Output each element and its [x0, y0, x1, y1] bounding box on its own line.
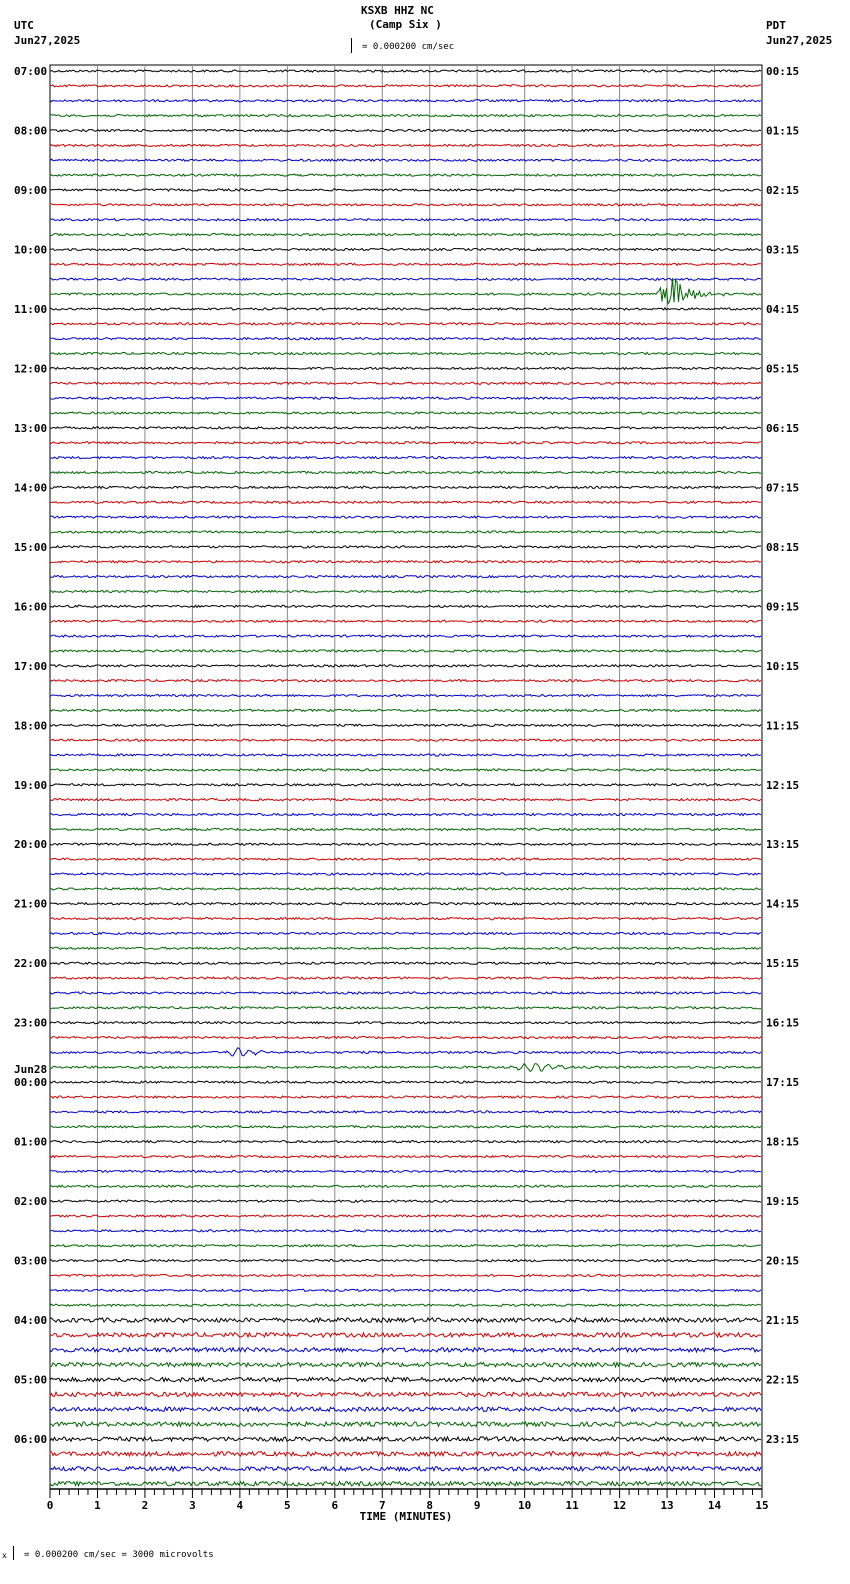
left-timezone: UTC — [14, 19, 34, 32]
pdt-hour-label: 16:15 — [766, 1016, 800, 1030]
utc-hour-label: 13:00 — [14, 421, 48, 435]
x-tick-label: 6 — [331, 1499, 339, 1512]
trace-line — [50, 1407, 761, 1411]
trace-line — [50, 427, 761, 429]
footer-scale-text: = 0.000200 cm/sec = 3000 microvolts — [24, 1550, 214, 1560]
trace-line — [50, 620, 761, 622]
trace-line — [50, 858, 761, 860]
x-tick-label: 8 — [426, 1499, 434, 1512]
trace-line — [50, 843, 761, 845]
x-tick-label: 12 — [612, 1499, 627, 1512]
left-date: Jun27,2025 — [14, 34, 81, 47]
trace-line — [50, 1096, 761, 1098]
trace-line — [50, 813, 761, 815]
trace-line — [50, 1260, 761, 1262]
trace-line — [50, 561, 761, 563]
trace-line — [50, 471, 761, 473]
trace-line — [50, 1155, 761, 1157]
trace-line — [50, 1170, 761, 1172]
pdt-hour-label: 05:15 — [766, 362, 800, 376]
trace-line — [50, 962, 761, 964]
trace-line — [50, 918, 761, 920]
utc-hour-label: 21:00 — [14, 897, 48, 911]
x-tick-label: 11 — [565, 1499, 579, 1512]
trace-line — [50, 873, 761, 875]
trace-line — [50, 501, 761, 503]
trace-line — [50, 174, 761, 176]
trace-line — [50, 576, 761, 578]
trace-line — [50, 1111, 761, 1113]
trace-line — [50, 1318, 761, 1322]
x-tick-label: 13 — [660, 1499, 674, 1512]
trace-line — [50, 1022, 761, 1024]
utc-hour-label: 18:00 — [14, 719, 48, 733]
trace-line — [50, 1126, 761, 1128]
pdt-hour-label: 04:15 — [766, 302, 800, 316]
trace-line — [50, 1185, 761, 1187]
footer-scale-bar-icon — [13, 1546, 14, 1560]
pdt-hour-label: 13:15 — [766, 838, 800, 852]
utc-hour-label: 01:00 — [14, 1135, 48, 1149]
trace-line — [50, 1467, 761, 1471]
trace-line — [50, 234, 761, 236]
x-tick-label: 4 — [236, 1499, 244, 1512]
trace-line — [50, 650, 761, 652]
trace-line — [50, 115, 761, 117]
pdt-hour-label: 15:15 — [766, 957, 800, 971]
trace-line — [50, 739, 761, 741]
utc-hour-label: 05:00 — [14, 1373, 48, 1387]
utc-hour-label: 00:00 — [14, 1076, 48, 1090]
pdt-hour-label: 19:15 — [766, 1195, 800, 1209]
trace-line — [50, 1048, 761, 1056]
pdt-hour-label: 07:15 — [766, 481, 800, 495]
utc-hour-label: 09:00 — [14, 183, 48, 197]
pdt-hour-label: 22:15 — [766, 1373, 800, 1387]
utc-hour-label: 22:00 — [14, 957, 48, 971]
right-timezone: PDT — [766, 19, 786, 32]
trace-line — [50, 486, 761, 488]
trace-line — [50, 1230, 761, 1232]
pdt-hour-label: 23:15 — [766, 1433, 800, 1447]
x-axis-title: TIME (MINUTES) — [359, 1510, 453, 1523]
utc-hour-label: 16:00 — [14, 600, 48, 614]
trace-line — [50, 1007, 761, 1009]
trace-line — [50, 1377, 761, 1381]
trace-line — [50, 189, 761, 191]
trace-line — [50, 338, 761, 340]
pdt-hour-label: 18:15 — [766, 1135, 800, 1149]
trace-line — [50, 769, 761, 771]
x-tick-label: 14 — [707, 1499, 722, 1512]
trace-line — [50, 635, 761, 637]
station-title: KSXB HHZ NC — [361, 4, 434, 17]
trace-line — [50, 724, 761, 726]
pdt-hour-label: 20:15 — [766, 1254, 800, 1268]
date-change-label: Jun28 — [14, 1063, 48, 1077]
pdt-hour-label: 14:15 — [766, 897, 800, 911]
utc-hour-label: 14:00 — [14, 481, 48, 495]
trace-line — [50, 754, 761, 756]
trace-line — [50, 159, 761, 161]
trace-line — [50, 129, 761, 131]
pdt-hour-label: 21:15 — [766, 1314, 800, 1328]
trace-line — [50, 278, 761, 304]
pdt-hour-label: 02:15 — [766, 183, 800, 197]
trace-line — [50, 100, 761, 102]
trace-line — [50, 85, 761, 87]
pdt-hour-label: 12:15 — [766, 778, 800, 792]
trace-line — [50, 590, 761, 592]
trace-line — [50, 1200, 761, 1202]
utc-hour-label: 02:00 — [14, 1195, 48, 1209]
trace-line — [50, 1363, 761, 1367]
trace-line — [50, 932, 761, 934]
trace-line — [50, 531, 761, 533]
trace-line — [50, 694, 761, 696]
utc-hour-label: 06:00 — [14, 1433, 48, 1447]
trace-line — [50, 1274, 761, 1276]
pdt-hour-label: 01:15 — [766, 124, 800, 138]
trace-line — [50, 1422, 761, 1426]
trace-line — [50, 442, 761, 444]
pdt-hour-label: 11:15 — [766, 719, 800, 733]
trace-line — [50, 784, 761, 786]
trace-line — [50, 1348, 761, 1352]
trace-line — [50, 278, 761, 280]
trace-line — [50, 308, 761, 310]
trace-line — [50, 605, 761, 607]
trace-line — [50, 1452, 761, 1456]
trace-line — [50, 263, 761, 265]
footer-mark: x — [2, 1551, 7, 1560]
pdt-hour-label: 10:15 — [766, 659, 800, 673]
utc-hour-label: 20:00 — [14, 838, 48, 852]
trace-line — [50, 1304, 761, 1306]
trace-line — [50, 828, 761, 830]
trace-line — [50, 367, 761, 369]
utc-hour-label: 15:00 — [14, 540, 48, 554]
utc-hour-label: 23:00 — [14, 1016, 48, 1030]
trace-line — [50, 709, 761, 711]
pdt-hour-label: 00:15 — [766, 65, 800, 78]
x-tick-label: 5 — [284, 1499, 291, 1512]
trace-line — [50, 1333, 761, 1337]
trace-line — [50, 323, 761, 325]
trace-line — [50, 903, 761, 905]
trace-line — [50, 947, 761, 949]
trace-line — [50, 992, 761, 994]
utc-hour-label: 17:00 — [14, 659, 48, 673]
utc-hour-label: 08:00 — [14, 124, 48, 138]
x-tick-label: 0 — [46, 1499, 54, 1512]
trace-line — [50, 248, 761, 250]
trace-line — [50, 1392, 761, 1396]
trace-line — [50, 680, 761, 682]
trace-line — [50, 1141, 761, 1143]
trace-line — [50, 1215, 761, 1217]
scale-text: = 0.000200 cm/sec — [362, 42, 455, 52]
trace-line — [50, 1037, 761, 1039]
utc-hour-label: 04:00 — [14, 1314, 48, 1328]
pdt-hour-label: 03:15 — [766, 243, 800, 257]
trace-line — [50, 144, 761, 146]
x-tick-label: 10 — [518, 1499, 532, 1512]
x-tick-label: 7 — [378, 1499, 386, 1512]
pdt-hour-label: 09:15 — [766, 600, 800, 614]
trace-line — [50, 1289, 761, 1291]
x-tick-label: 15 — [755, 1499, 769, 1512]
trace-line — [50, 1081, 761, 1083]
right-date: Jun27,2025 — [766, 34, 833, 47]
trace-line — [50, 1482, 761, 1486]
x-tick-label: 9 — [473, 1499, 481, 1512]
trace-line — [50, 546, 761, 548]
x-tick-label: 1 — [94, 1499, 101, 1512]
pdt-hour-label: 08:15 — [766, 540, 800, 554]
trace-line — [50, 70, 761, 72]
trace-line — [50, 397, 761, 399]
trace-line — [50, 382, 761, 384]
trace-line — [50, 219, 761, 221]
x-tick-label: 3 — [189, 1499, 196, 1512]
trace-line — [50, 1245, 761, 1247]
trace-line — [50, 1437, 761, 1441]
utc-hour-label: 12:00 — [14, 362, 48, 376]
trace-line — [50, 412, 761, 414]
trace-line — [50, 204, 761, 206]
station-location: (Camp Six ) — [369, 18, 442, 31]
trace-line — [50, 1064, 761, 1072]
trace-line — [50, 977, 761, 979]
utc-hour-label: 11:00 — [14, 302, 48, 316]
trace-line — [50, 799, 761, 801]
pdt-hour-label: 17:15 — [766, 1076, 800, 1090]
utc-hour-label: 19:00 — [14, 778, 48, 792]
trace-line — [50, 888, 761, 890]
pdt-hour-label: 06:15 — [766, 421, 800, 435]
trace-line — [50, 457, 761, 459]
utc-hour-label: 10:00 — [14, 243, 48, 257]
x-tick-label: 2 — [141, 1499, 149, 1512]
utc-hour-label: 07:00 — [14, 65, 48, 78]
trace-line — [50, 352, 761, 354]
trace-line — [50, 665, 761, 667]
utc-hour-label: 03:00 — [14, 1254, 48, 1268]
trace-line — [50, 516, 761, 518]
